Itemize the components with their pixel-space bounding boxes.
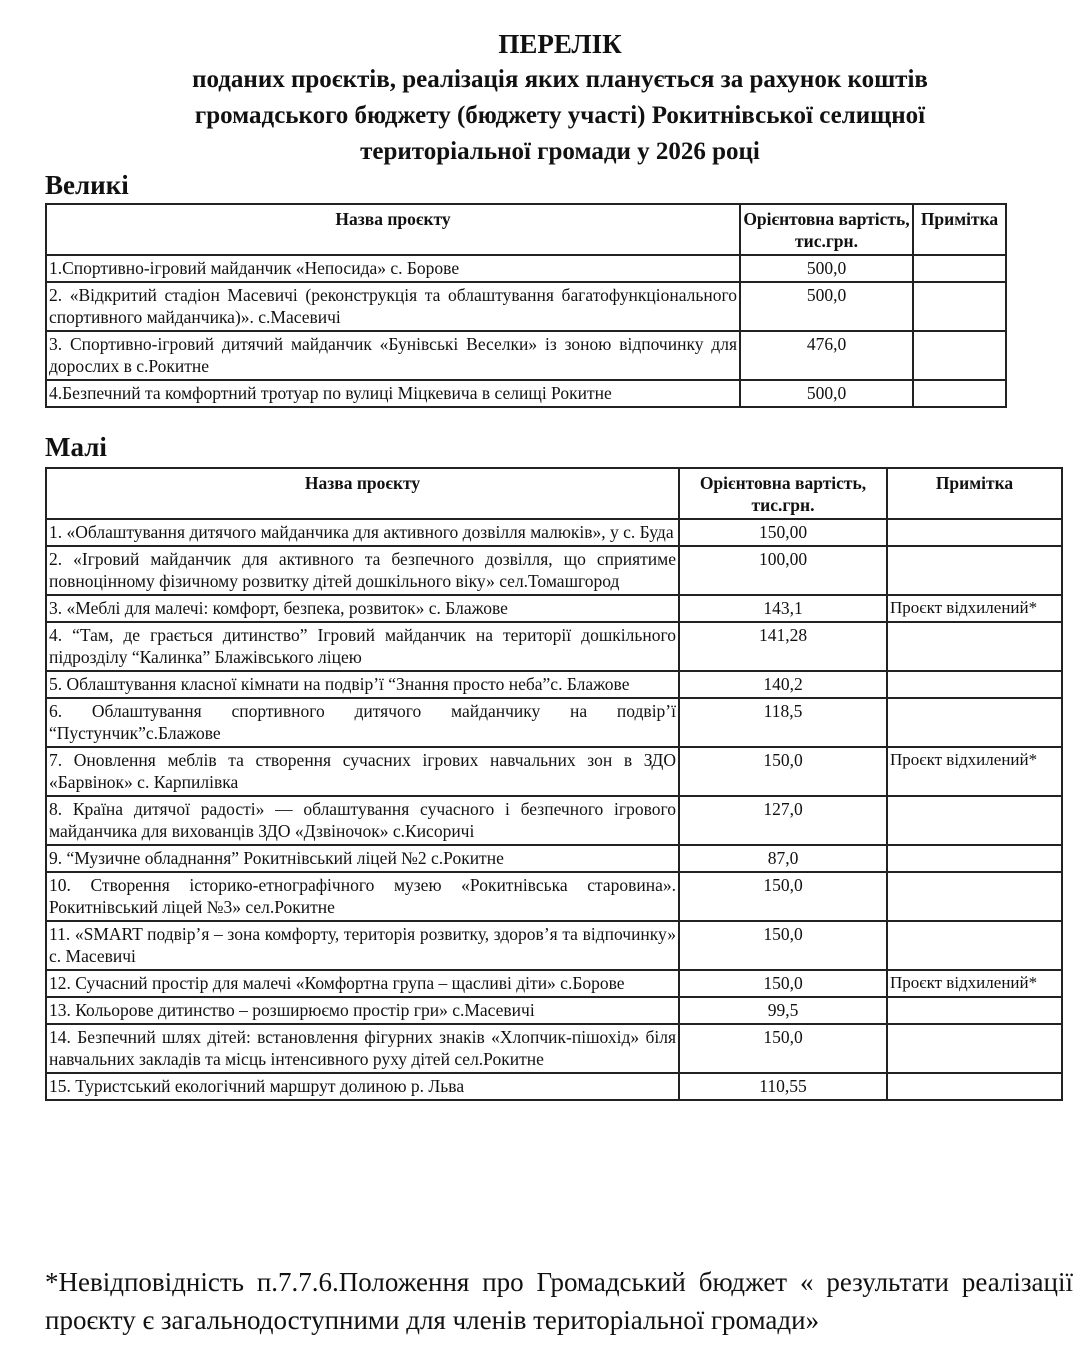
- project-note-cell: [887, 1024, 1062, 1073]
- column-header-note: Примітка: [913, 204, 1006, 255]
- project-name-cell: 2. «Ігровий майданчик для активного та безпечного дозвілля, що сприятиме повноцінному фізичному розвитку дітей дошкільного віку» сел.Томашгород: [46, 546, 679, 595]
- table-row: [46, 380, 1006, 407]
- table-row: [46, 255, 1006, 282]
- project-note-cell: [887, 698, 1062, 747]
- small-projects-table: [45, 467, 1063, 1101]
- project-cost-cell: 150,0: [679, 872, 887, 921]
- project-cost-cell: 118,5: [679, 698, 887, 747]
- project-cost-cell: 500,0: [740, 380, 913, 407]
- project-name-cell: 3. «Меблі для малечі: комфорт, безпека, розвиток» с. Блажове: [46, 595, 679, 622]
- small-table-body: [46, 519, 1062, 1100]
- project-cost-cell: 143,1: [679, 595, 887, 622]
- project-cost-cell: 141,28: [679, 622, 887, 671]
- title-line-3: територіальної громади у 2026 році: [360, 138, 760, 165]
- title-line-1: поданих проєктів, реалізація яких планується за рахунок коштів: [192, 66, 928, 93]
- document-title: [0, 26, 1080, 170]
- project-cost-cell: 87,0: [679, 845, 887, 872]
- project-note-cell: [887, 997, 1062, 1024]
- project-name-cell: 1. «Облаштування дитячого майданчика для активного дозвілля малюків», у с. Буда: [46, 519, 679, 546]
- project-cost-cell: 150,0: [679, 921, 887, 970]
- table-row: [46, 872, 1062, 921]
- table-row: [46, 546, 1062, 595]
- project-name-cell: 4. “Там, де грається дитинство” Ігровий майданчик на території дошкільного підрозділу “Калинка” Блажівського ліцею: [46, 622, 679, 671]
- project-name-cell: 7. Оновлення меблів та створення сучасних ігрових навчальних зон в ЗДО «Барвінок» с. Карпилівка: [46, 747, 679, 796]
- project-cost-cell: 150,0: [679, 970, 887, 997]
- table-row: [46, 331, 1006, 380]
- title-main: ПЕРЕЛІК: [498, 29, 622, 59]
- project-cost-cell: 100,00: [679, 546, 887, 595]
- table-header-row: [46, 468, 1062, 519]
- project-note-cell: [887, 872, 1062, 921]
- column-header-name: Назва проєкту: [46, 468, 679, 519]
- project-cost-cell: 476,0: [740, 331, 913, 380]
- project-name-cell: 9. “Музичне обладнання” Рокитнівський ліцей №2 с.Рокитне: [46, 845, 679, 872]
- project-note-cell: Проєкт відхилений*: [887, 747, 1062, 796]
- section-heading-small: Малі: [45, 432, 107, 462]
- project-cost-cell: 500,0: [740, 255, 913, 282]
- project-note-cell: [887, 519, 1062, 546]
- project-note-cell: [913, 255, 1006, 282]
- table-row: [46, 1073, 1062, 1100]
- table-row: [46, 970, 1062, 997]
- project-note-cell: [913, 331, 1006, 380]
- table-row: [46, 997, 1062, 1024]
- table-row: [46, 519, 1062, 546]
- project-name-cell: 1.Спортивно-ігровий майданчик «Непосида» с. Борове: [46, 255, 740, 282]
- project-cost-cell: 110,55: [679, 1073, 887, 1100]
- table-row: [46, 921, 1062, 970]
- project-cost-cell: 127,0: [679, 796, 887, 845]
- project-name-cell: 6. Облаштування спортивного дитячого майданчику на подвір’ї “Пустунчик”с.Блажове: [46, 698, 679, 747]
- project-name-cell: 13. Кольорове дитинство – розширюємо простір гри» с.Масевичі: [46, 997, 679, 1024]
- column-header-cost: Орієнтовна вартість, тис.грн.: [740, 204, 913, 255]
- project-name-cell: 15. Туристський екологічний маршрут долиною р. Льва: [46, 1073, 679, 1100]
- table-row: [46, 595, 1062, 622]
- project-name-cell: 14. Безпечний шлях дітей: встановлення фігурних знаків «Хлопчик-пішохід» біля навчальних закладів та місць інтенсивного руху дітей сел.Рокитне: [46, 1024, 679, 1073]
- table-row: [46, 747, 1062, 796]
- table-row: [46, 845, 1062, 872]
- project-note-cell: [887, 1073, 1062, 1100]
- project-name-cell: 12. Сучасний простір для малечі «Комфортна група – щасливі діти» с.Борове: [46, 970, 679, 997]
- project-name-cell: 4.Безпечний та комфортний тротуар по вулиці Міцкевича в селищі Рокитне: [46, 380, 740, 407]
- project-cost-cell: 150,0: [679, 1024, 887, 1073]
- project-name-cell: 11. «SMART подвір’я – зона комфорту, територія розвитку, здоров’я та відпочинку» с. Масевичі: [46, 921, 679, 970]
- project-name-cell: 2. «Відкритий стадіон Масевичі (реконструкція та облаштування багатофункціонального спортивного майданчика)». с.Масевичі: [46, 282, 740, 331]
- project-note-cell: [887, 845, 1062, 872]
- table-row: [46, 796, 1062, 845]
- big-table-body: [46, 255, 1006, 407]
- project-name-cell: 8. Країна дитячої радості» — облаштування сучасного і безпечного ігрового майданчика для вихованців ЗДО «Дзвіночок» с.Кисоричі: [46, 796, 679, 845]
- footnote: *Невідповідність п.7.7.6.Положення про Громадський бюджет « результати реалізації проєкту є загальнодоступними для членів територіальної громади»: [45, 1267, 1073, 1335]
- project-note-cell: [887, 546, 1062, 595]
- table-row: [46, 671, 1062, 698]
- project-note-cell: [887, 796, 1062, 845]
- project-cost-cell: 99,5: [679, 997, 887, 1024]
- project-cost-cell: 150,00: [679, 519, 887, 546]
- big-projects-table: [45, 203, 1007, 408]
- project-note-cell: [913, 380, 1006, 407]
- project-name-cell: 10. Створення історико-етнографічного музею «Рокитнівська старовина». Рокитнівський ліцей №3» сел.Рокитне: [46, 872, 679, 921]
- table-header-row: [46, 204, 1006, 255]
- table-row: [46, 282, 1006, 331]
- project-note-cell: Проєкт відхилений*: [887, 595, 1062, 622]
- project-name-cell: 3. Спортивно-ігровий дитячий майданчик «Бунівські Веселки» із зоною відпочинку для дорослих в с.Рокитне: [46, 331, 740, 380]
- project-note-cell: [913, 282, 1006, 331]
- table-row: [46, 698, 1062, 747]
- table-row: [46, 622, 1062, 671]
- table-row: [46, 1024, 1062, 1073]
- project-note-cell: Проєкт відхилений*: [887, 970, 1062, 997]
- project-name-cell: 5. Облаштування класної кімнати на подвір’ї “Знання просто неба”с. Блажове: [46, 671, 679, 698]
- project-cost-cell: 500,0: [740, 282, 913, 331]
- project-note-cell: [887, 921, 1062, 970]
- project-note-cell: [887, 671, 1062, 698]
- title-line-2: громадського бюджету (бюджету участі) Рокитнівської селищної: [194, 102, 926, 129]
- column-header-name: Назва проєкту: [46, 204, 740, 255]
- column-header-cost: Орієнтовна вартість, тис.грн.: [679, 468, 887, 519]
- column-header-note: Примітка: [887, 468, 1062, 519]
- project-cost-cell: 140,2: [679, 671, 887, 698]
- project-note-cell: [887, 622, 1062, 671]
- section-heading-big: Великі: [45, 170, 129, 200]
- project-cost-cell: 150,0: [679, 747, 887, 796]
